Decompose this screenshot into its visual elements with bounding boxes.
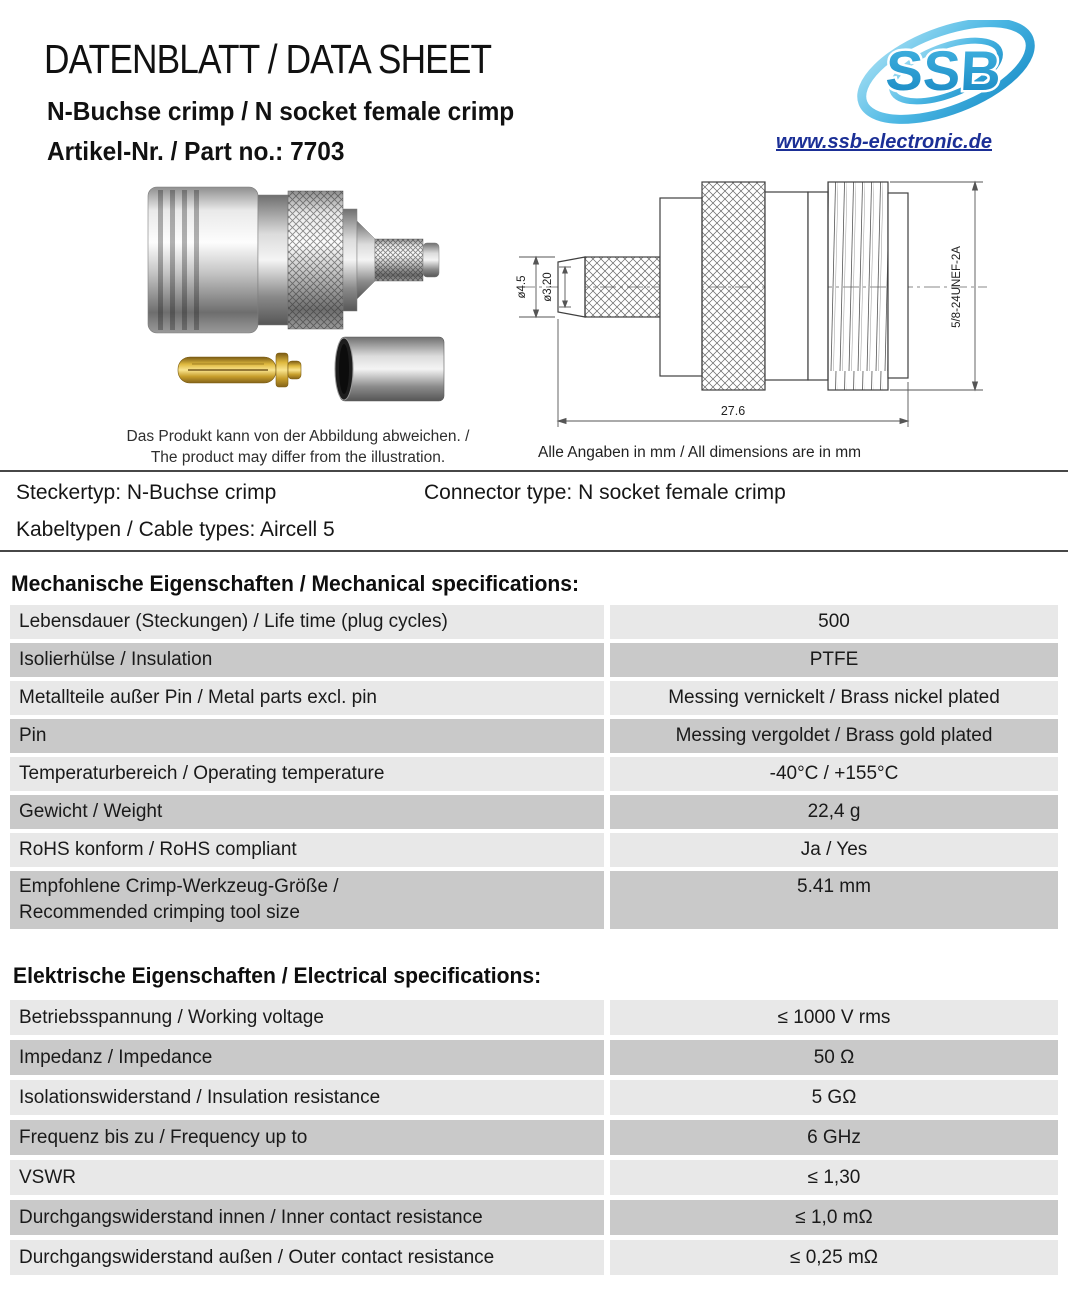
table-row xyxy=(10,1200,1058,1235)
electrical-table xyxy=(10,1000,1058,1280)
spec-label: Isolierhülse / Insulation xyxy=(10,643,610,677)
table-row xyxy=(10,1160,1058,1195)
spec-label: Isolationswiderstand / Insulation resistance xyxy=(10,1080,610,1115)
table-row xyxy=(10,795,1058,829)
table-row xyxy=(10,719,1058,753)
spec-label-line2: Recommended crimping tool size xyxy=(19,902,300,923)
spec-label: Impedanz / Impedance xyxy=(10,1040,610,1075)
connector-type-en: Connector type: N socket female crimp xyxy=(424,481,786,504)
website-link[interactable]: www.ssb-electronic.de xyxy=(776,131,992,153)
table-row xyxy=(10,757,1058,791)
divider-bottom xyxy=(0,550,1068,552)
dim-outer-label: ø4.5 xyxy=(516,275,528,299)
photo-caption-de: Das Produkt kann von der Abbildung abweichen. / xyxy=(126,428,470,445)
spec-value: Ja / Yes xyxy=(610,833,1058,867)
spec-value: ≤ 0,25 mΩ xyxy=(610,1240,1058,1275)
table-row xyxy=(10,871,1058,929)
table-row xyxy=(10,1040,1058,1075)
table-row xyxy=(10,833,1058,867)
table-row xyxy=(10,643,1058,677)
spec-label: Pin xyxy=(10,719,610,753)
spec-label: RoHS konform / RoHS compliant xyxy=(10,833,610,867)
spec-value: 50 Ω xyxy=(610,1040,1058,1075)
crimp-ferrule xyxy=(335,337,444,401)
spec-label: Lebensdauer (Steckungen) / Life time (plug cycles) xyxy=(10,605,610,639)
spec-label: Temperaturbereich / Operating temperature xyxy=(10,757,610,791)
spec-value: ≤ 1,30 xyxy=(610,1160,1058,1195)
spec-value: 500 xyxy=(610,605,1058,639)
dim-inner-label: ø3.20 xyxy=(542,272,554,302)
connector-body xyxy=(148,187,439,333)
spec-label: Frequenz bis zu / Frequency up to xyxy=(10,1120,610,1155)
part-number: Artikel-Nr. / Part no.: 7703 xyxy=(47,136,345,166)
mechanical-table xyxy=(10,605,1058,933)
spec-label: VSWR xyxy=(10,1160,610,1195)
dim-length-label: 27.6 xyxy=(720,404,746,418)
logo-text: SSB xyxy=(884,39,1003,102)
product-photo xyxy=(128,175,483,425)
spec-value: 5 GΩ xyxy=(610,1080,1058,1115)
center-pin xyxy=(178,353,301,387)
technical-drawing xyxy=(505,163,1025,463)
spec-label: Gewicht / Weight xyxy=(10,795,610,829)
spec-label: Betriebsspannung / Working voltage xyxy=(10,1000,610,1035)
ssb-logo xyxy=(850,20,1040,126)
table-row xyxy=(10,1080,1058,1115)
table-row xyxy=(10,605,1058,639)
product-name: N-Buchse crimp / N socket female crimp xyxy=(47,96,515,126)
cable-types: Kabeltypen / Cable types: Aircell 5 xyxy=(16,518,335,541)
spec-label: Durchgangswiderstand außen / Outer contact resistance xyxy=(10,1240,610,1275)
spec-label: Durchgangswiderstand innen / Inner contact resistance xyxy=(10,1200,610,1235)
divider-top xyxy=(0,470,1068,472)
spec-label: Metallteile außer Pin / Metal parts excl. pin xyxy=(10,681,610,715)
dimensions-note: Alle Angaben in mm / All dimensions are in mm xyxy=(538,444,862,461)
electrical-heading: Elektrische Eigenschaften / Electrical specifications: xyxy=(13,963,542,988)
spec-value: PTFE xyxy=(610,643,1058,677)
spec-value: 5.41 mm xyxy=(610,871,1058,929)
spec-value: 6 GHz xyxy=(610,1120,1058,1155)
table-row xyxy=(10,1000,1058,1035)
spec-label-line1: Empfohlene Crimp-Werkzeug-Größe / xyxy=(19,876,339,897)
mechanical-heading: Mechanische Eigenschaften / Mechanical specifications: xyxy=(11,571,580,596)
spec-value: ≤ 1,0 mΩ xyxy=(610,1200,1058,1235)
table-row xyxy=(10,1120,1058,1155)
thread-label: 5/8-24UNEF-2A xyxy=(951,246,963,328)
connector-type-de: Steckertyp: N-Buchse crimp xyxy=(16,481,277,504)
connector-outline xyxy=(558,182,908,390)
spec-value: ≤ 1000 V rms xyxy=(610,1000,1058,1035)
photo-caption-en: The product may differ from the illustration. xyxy=(150,449,446,466)
spec-value: -40°C / +155°C xyxy=(610,757,1058,791)
spec-value: Messing vernickelt / Brass nickel plated xyxy=(610,681,1058,715)
spec-value: 22,4 g xyxy=(610,795,1058,829)
photo-caption xyxy=(116,426,480,468)
table-row xyxy=(10,681,1058,715)
spec-value: Messing vergoldet / Brass gold plated xyxy=(610,719,1058,753)
spec-label xyxy=(10,871,610,929)
table-row xyxy=(10,1240,1058,1275)
page-title: DATENBLATT / DATA SHEET xyxy=(44,36,492,82)
